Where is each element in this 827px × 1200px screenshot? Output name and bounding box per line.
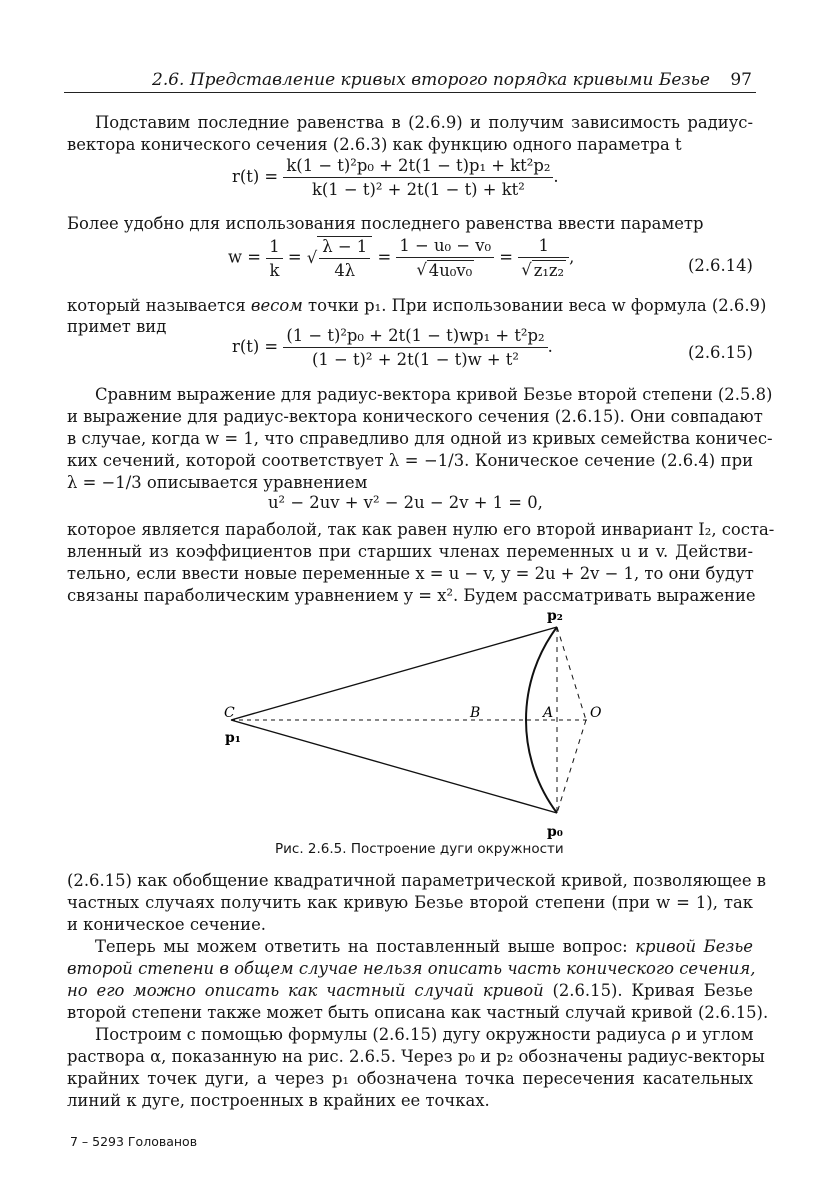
numerator: λ − 1	[319, 237, 370, 259]
equation-lhs: r(t) =	[232, 337, 279, 356]
paragraph-7-line-4: второй степени также может быть описана как частный случай кривой (2.6.15).	[67, 1003, 769, 1022]
numerator: 1 − u₀ − v₀	[396, 236, 494, 258]
label-O: O	[590, 705, 602, 721]
equation-lhs: w =	[228, 247, 261, 267]
denominator: k	[269, 260, 280, 280]
equation-r-t-k: r(t) = $\frac{\text{k(1 − t)²p₀ + 2t(1 − t)p₁ + kt²p₂}}{\text{k(1 − t)² + 2t(1 − t) + kt²}}$ .	[232, 156, 559, 199]
paragraph-7-line-3	[67, 980, 753, 1002]
numerator: 1	[518, 236, 569, 258]
label-p2: p₂	[547, 608, 563, 624]
emphasis: весом	[250, 296, 303, 315]
label-C: C	[224, 705, 235, 721]
label-B: B	[470, 705, 481, 721]
paragraph-6-line-2: частных случаях получить как кривую Безье второй степени (при w = 1), так	[67, 893, 753, 912]
paragraph-5-line-1: которое является параболой, так как равен нулю его второй инвариант I₂, соста-	[67, 520, 775, 539]
emphasis: кривой Безье	[635, 937, 753, 956]
denominator: √ 4u₀v₀	[416, 260, 473, 280]
paragraph-2: Более удобно для использования последнего равенства ввести параметр	[67, 214, 704, 233]
paragraph-8-line-1: Построим с помощью формулы (2.6.15) дугу окружности радиуса ρ и углом	[95, 1025, 754, 1044]
radius-dashed-lower	[557, 720, 586, 813]
equation-lhs: r(t) =	[232, 167, 279, 186]
emphasis: но его можно описать как частный случай кривой	[67, 981, 544, 1000]
equation-fraction	[283, 156, 553, 199]
radius-dashed-upper	[557, 627, 586, 720]
paragraph-1-line-1: Подставим последние равенства в (2.6.9) и получим зависимость радиус-	[95, 113, 753, 132]
radicand: z₁z₂	[533, 261, 565, 280]
paragraph-4-line-2: и выражение для радиус-вектора конического сечения (2.6.15). Они совпадают	[67, 407, 763, 426]
sqrt-expression: √ $\frac{\lambda - 1}{4\lambda}$	[307, 236, 372, 280]
equation-fraction	[283, 326, 547, 369]
paragraph-4-line-1: Сравним выражение для радиус-вектора кривой Безье второй степени (2.5.8)	[95, 385, 773, 404]
equation-r-t-w: r(t) = $\frac{\text{(1 − t)²p₀ + 2t(1 − t)wp₁ + t²p₂}}{\text{(1 − t)² + 2t(1 − t)w + t²}}$ .	[232, 326, 553, 369]
paragraph-6-line-1: (2.6.15) как обобщение квадратичной параметрической кривой, позволяющее в	[67, 871, 767, 890]
equation-denominator: k(1 − t)² + 2t(1 − t) + kt²	[311, 180, 525, 199]
paragraph-8-line-3: крайних точек дуги, а через p₁ обозначена точка пересечения касательных	[67, 1069, 753, 1088]
paragraph-7-line-2: второй степени в общем случае нельзя описать часть конического сечения,	[67, 959, 756, 978]
equation-number-2-6-14: (2.6.14)	[688, 256, 753, 275]
paragraph-8-line-4: линий к дуге, построенных в крайних ее точках.	[67, 1091, 490, 1110]
page-number: 97	[730, 70, 752, 90]
running-head	[64, 70, 756, 93]
equation-numerator: k(1 − t)²p₀ + 2t(1 − t)p₁ + kt²p₂	[283, 156, 553, 178]
numerator: 1	[266, 237, 282, 259]
text: точки p₁. При использовании веса w формула (2.6.9)	[302, 296, 767, 315]
label-p0: p₀	[547, 824, 563, 840]
paragraph-3-line-2: примет вид	[67, 317, 167, 336]
paragraph-5-line-3: тельно, если ввести новые переменные x = u − v, y = 2u + 2v − 1, то они будут	[67, 564, 754, 583]
fraction-z1-z2	[518, 236, 569, 280]
equation-number-2-6-15: (2.6.15)	[688, 343, 753, 362]
text: который называется	[67, 296, 251, 315]
label-p1: p₁	[225, 730, 241, 746]
equation-parabola: u² − 2uv + v² − 2u − 2v + 1 = 0,	[268, 493, 543, 512]
figure-arc-construction	[0, 600, 827, 845]
text: (2.6.15). Кривая Безье	[543, 981, 753, 1000]
paragraph-4-line-5: λ = −1/3 описывается уравнением	[67, 473, 368, 492]
running-head-title: 2.6. Представление кривых второго порядка кривыми Безье	[152, 70, 710, 90]
paragraph-4-line-4: ких сечений, которой соответствует λ = −1/3. Коническое сечение (2.6.4) при	[67, 451, 753, 470]
equation-weight: w = $\frac{1}{k}$ = √ $\frac{\lambda - 1}{4\lambda}$ = $\frac{\text{1 − u₀ − v₀}}{\text{√ 4u₀v₀}}$ = $\frac{1}{\text{√ z₁z₂}}$ ,	[228, 236, 575, 280]
denominator: 4λ	[334, 261, 356, 280]
paragraph-5-line-4: связаны параболическим уравнением y = x². Будем рассматривать выражение	[67, 586, 756, 605]
fraction-u0-v0	[396, 236, 494, 280]
paragraph-8-line-2: раствора α, показанную на рис. 2.6.5. Через p₀ и p₂ обозначены радиус-векторы	[67, 1047, 765, 1066]
equation-numerator: (1 − t)²p₀ + 2t(1 − t)wp₁ + t²p₂	[283, 326, 547, 348]
denominator: √ z₁z₂	[521, 260, 565, 280]
paragraph-5-line-2: вленный из коэффициентов при старших членах переменных u и v. Действи-	[67, 542, 753, 561]
fraction-lambda	[319, 237, 370, 280]
equation-denominator: (1 − t)² + 2t(1 − t)w + t²	[311, 350, 519, 369]
tangent-line-lower	[231, 720, 557, 813]
signature-mark: 7 – 5293 Голованов	[70, 1134, 198, 1149]
paragraph-3-line-1	[67, 295, 767, 317]
label-A: A	[543, 705, 554, 721]
paragraph-7-line-1	[95, 936, 753, 958]
radicand: 4u₀v₀	[428, 261, 473, 280]
paragraph-1-line-2: вектора конического сечения (2.6.3) как функцию одного параметра t	[67, 135, 682, 154]
tangent-line-upper	[231, 627, 557, 720]
figure-caption: Рис. 2.6.5. Построение дуги окружности	[275, 841, 564, 857]
paragraph-4-line-3: в случае, когда w = 1, что справедливо для одной из кривых семейства коничес-	[67, 429, 773, 448]
fraction-1-over-k	[266, 237, 282, 280]
text: Теперь мы можем ответить на поставленный выше вопрос:	[95, 937, 636, 956]
paragraph-6-line-3: и коническое сечение.	[67, 915, 267, 934]
